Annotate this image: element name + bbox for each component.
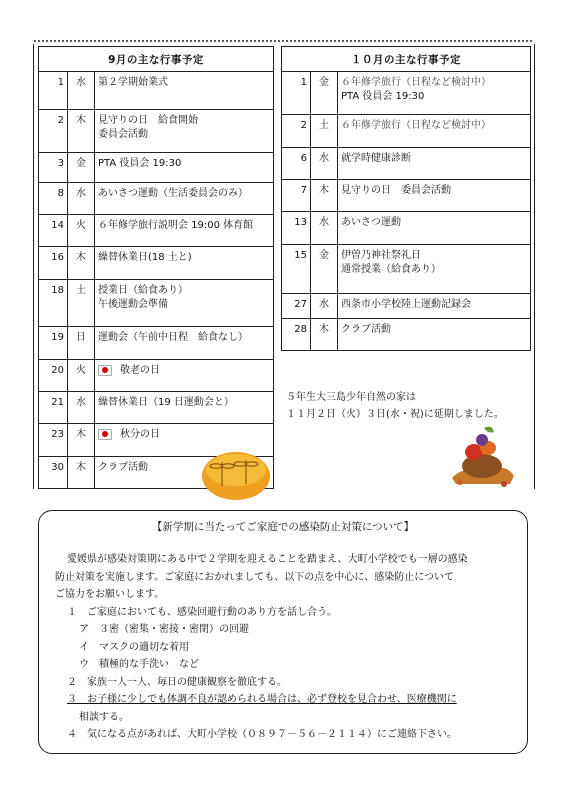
event-line <box>341 249 527 263</box>
event-text: 午後運動会準備 <box>98 299 168 310</box>
day-cell: 13 <box>282 212 311 245</box>
september-schedule-table <box>38 46 274 489</box>
event-cell <box>95 215 274 247</box>
event-line <box>98 364 270 378</box>
day-cell: 2 <box>39 110 68 153</box>
event-text: 通常授業（給食あり） <box>341 264 441 275</box>
event-text: 西条市小学校陸上運動記録会 <box>341 299 471 310</box>
day-cell: 1 <box>282 72 311 115</box>
september-row <box>39 110 274 153</box>
event-text: 見守りの日 委員会活動 <box>341 185 451 196</box>
japan-flag-icon <box>98 429 112 440</box>
event-line <box>98 114 270 128</box>
event-text: 就学時健康診断 <box>341 153 411 164</box>
day-cell: 23 <box>39 424 68 457</box>
september-row <box>39 247 274 280</box>
event-text: 繰替休業日（19 日運動会と） <box>98 397 234 408</box>
day-cell: 1 <box>39 72 68 110</box>
event-line <box>341 184 527 198</box>
event-cell <box>95 247 274 280</box>
event-line <box>341 152 527 166</box>
october-row <box>282 212 531 245</box>
event-cell <box>95 72 274 110</box>
weekday-cell: 金 <box>311 72 338 115</box>
day-cell: 20 <box>39 360 68 392</box>
event-cell <box>338 180 531 212</box>
event-line <box>98 298 270 312</box>
event-text: 委員会活動 <box>98 129 148 140</box>
september-row <box>39 183 274 215</box>
box-paragraph-line-2: 防止対策を実施します。ご家庭におかれましても、以下の点を中心に、感染防止について <box>55 571 454 583</box>
event-line <box>341 263 527 277</box>
event-text: あいさつ運動（生活委員会のみ） <box>98 188 248 199</box>
box-paragraph-line-3: ご協力をお願いします。 <box>55 589 165 600</box>
september-row <box>39 280 274 327</box>
event-text: クラブ活動 <box>98 462 148 473</box>
day-cell: 16 <box>39 247 68 280</box>
weekday-cell: 木 <box>311 180 338 212</box>
event-cell <box>95 183 274 215</box>
day-cell: 15 <box>282 245 311 294</box>
notice-line-2: １１月２日（火）３日(水・祝)に延期しました。 <box>286 409 504 420</box>
october-row <box>282 148 531 180</box>
event-cell <box>95 110 274 153</box>
japan-flag-icon <box>98 365 112 376</box>
event-line <box>98 157 270 171</box>
weekday-cell: 水 <box>68 183 95 215</box>
weekday-cell: 木 <box>311 319 338 351</box>
day-cell: 30 <box>39 457 68 489</box>
event-cell <box>338 72 531 115</box>
event-cell <box>338 319 531 351</box>
weekday-cell: 金 <box>68 153 95 183</box>
event-cell <box>95 392 274 424</box>
box-paragraph-line-1: 愛媛県が感染対策期にある中で２学期を迎えることを踏まえ、大町小学校でも一層の感染 <box>67 554 468 565</box>
october-row <box>282 115 531 148</box>
event-line <box>341 76 527 90</box>
october-row <box>282 294 531 319</box>
event-text: 秋分の日 <box>120 429 160 440</box>
event-line <box>341 119 527 133</box>
box-title: 【新学期に当たってご家庭での感染防止対策について】 <box>151 521 415 533</box>
box-item-1b: イ マスクの適切な着用 <box>79 641 189 653</box>
event-text: ６年修学旅行（日程など検討中） <box>341 77 491 88</box>
event-line <box>98 284 270 298</box>
event-cell <box>338 245 531 294</box>
event-text: 授業日（給食あり） <box>98 285 188 296</box>
event-line <box>98 187 270 201</box>
september-row <box>39 215 274 247</box>
event-line <box>341 323 527 337</box>
weekday-cell: 土 <box>68 280 95 327</box>
dotted-border-top <box>33 39 534 43</box>
day-cell: 7 <box>282 180 311 212</box>
october-schedule-table <box>281 46 531 351</box>
september-row <box>39 153 274 183</box>
moon-dragonfly-illustration <box>196 432 276 502</box>
day-cell: 8 <box>39 183 68 215</box>
day-cell: 18 <box>39 280 68 327</box>
event-line <box>341 216 527 230</box>
event-text: ６年修学旅行（日程など検討中） <box>341 120 491 131</box>
september-row <box>39 72 274 110</box>
event-text: クラブ活動 <box>341 324 391 335</box>
weekday-cell: 土 <box>311 115 338 148</box>
notice-line-1: ５年生大三島少年自然の家は <box>286 392 416 403</box>
weekday-cell: 水 <box>68 72 95 110</box>
october-row <box>282 180 531 212</box>
october-row <box>282 319 531 351</box>
event-cell <box>338 294 531 319</box>
box-item-1: １ ご家庭においても、感染回避行動のあり方を話し合う。 <box>67 606 337 618</box>
october-row <box>282 245 531 294</box>
event-cell <box>338 115 531 148</box>
box-body <box>55 551 515 744</box>
day-cell: 6 <box>282 148 311 180</box>
event-cell <box>95 360 274 392</box>
weekday-cell: 水 <box>311 148 338 180</box>
event-text: 繰替休業日(18 土と) <box>98 252 192 263</box>
day-cell: 14 <box>39 215 68 247</box>
event-text: PTA 役員会 19:30 <box>341 91 425 102</box>
event-line <box>98 76 270 90</box>
september-row <box>39 360 274 392</box>
weekday-cell: 金 <box>311 245 338 294</box>
weekday-cell: 木 <box>68 457 95 489</box>
event-line <box>98 396 270 410</box>
september-row <box>39 392 274 424</box>
weekday-cell: 木 <box>68 110 95 153</box>
weekday-cell: 火 <box>68 360 95 392</box>
event-cell <box>95 153 274 183</box>
event-line <box>98 219 270 233</box>
event-text: 見守りの日 給食開始 <box>98 115 198 126</box>
day-cell: 3 <box>39 153 68 183</box>
box-item-1a: ア ３密（密集・密接・密閉）の回避 <box>79 624 249 635</box>
weekday-cell: 水 <box>311 212 338 245</box>
day-cell: 21 <box>39 392 68 424</box>
weekday-cell: 木 <box>68 424 95 457</box>
autumn-fruit-basket-illustration <box>444 418 519 490</box>
event-cell <box>95 327 274 360</box>
event-line <box>98 128 270 142</box>
weekday-cell: 日 <box>68 327 95 360</box>
box-item-4: ４ 気になる点があれば、大町小学校（０８９７－５６－２１１４）にご連絡下さい。 <box>67 729 457 740</box>
event-text: ６年修学旅行説明会 19:00 体育館 <box>98 220 254 231</box>
event-line <box>98 331 270 345</box>
weekday-cell: 火 <box>68 215 95 247</box>
infection-prevention-box <box>38 510 528 754</box>
day-cell: 27 <box>282 294 311 319</box>
event-line <box>98 251 270 265</box>
event-cell <box>338 148 531 180</box>
event-text: 敬老の日 <box>120 365 160 376</box>
event-text: 運動会（午前中日程 給食なし） <box>98 332 248 343</box>
weekday-cell: 水 <box>311 294 338 319</box>
october-title: １０月の主な行事予定 <box>282 47 531 72</box>
weekday-cell: 木 <box>68 247 95 280</box>
box-item-3-cont: 相談する。 <box>79 711 129 723</box>
event-text: 第２学期始業式 <box>98 77 168 88</box>
day-cell: 28 <box>282 319 311 351</box>
event-cell <box>338 212 531 245</box>
event-text: PTA 役員会 19:30 <box>98 158 182 169</box>
october-row <box>282 72 531 115</box>
event-text: あいさつ運動 <box>341 217 401 228</box>
event-cell <box>95 280 274 327</box>
day-cell: 19 <box>39 327 68 360</box>
event-line <box>341 298 527 312</box>
box-item-1c: ウ 積極的な手洗い など <box>79 659 199 670</box>
september-title: 9月の主な行事予定 <box>39 47 274 72</box>
day-cell: 2 <box>282 115 311 148</box>
september-row <box>39 327 274 360</box>
event-line <box>341 90 527 104</box>
box-item-3: ３ お子様に少しでも体調不良が認められる場合は、必ず登校を見合わせ、医療機関に <box>67 694 457 705</box>
weekday-cell: 水 <box>68 392 95 424</box>
event-text: 伊曽乃神社祭礼日 <box>341 250 421 261</box>
box-item-2: ２ 家族一人一人、毎日の健康観察を徹底する。 <box>67 676 287 688</box>
